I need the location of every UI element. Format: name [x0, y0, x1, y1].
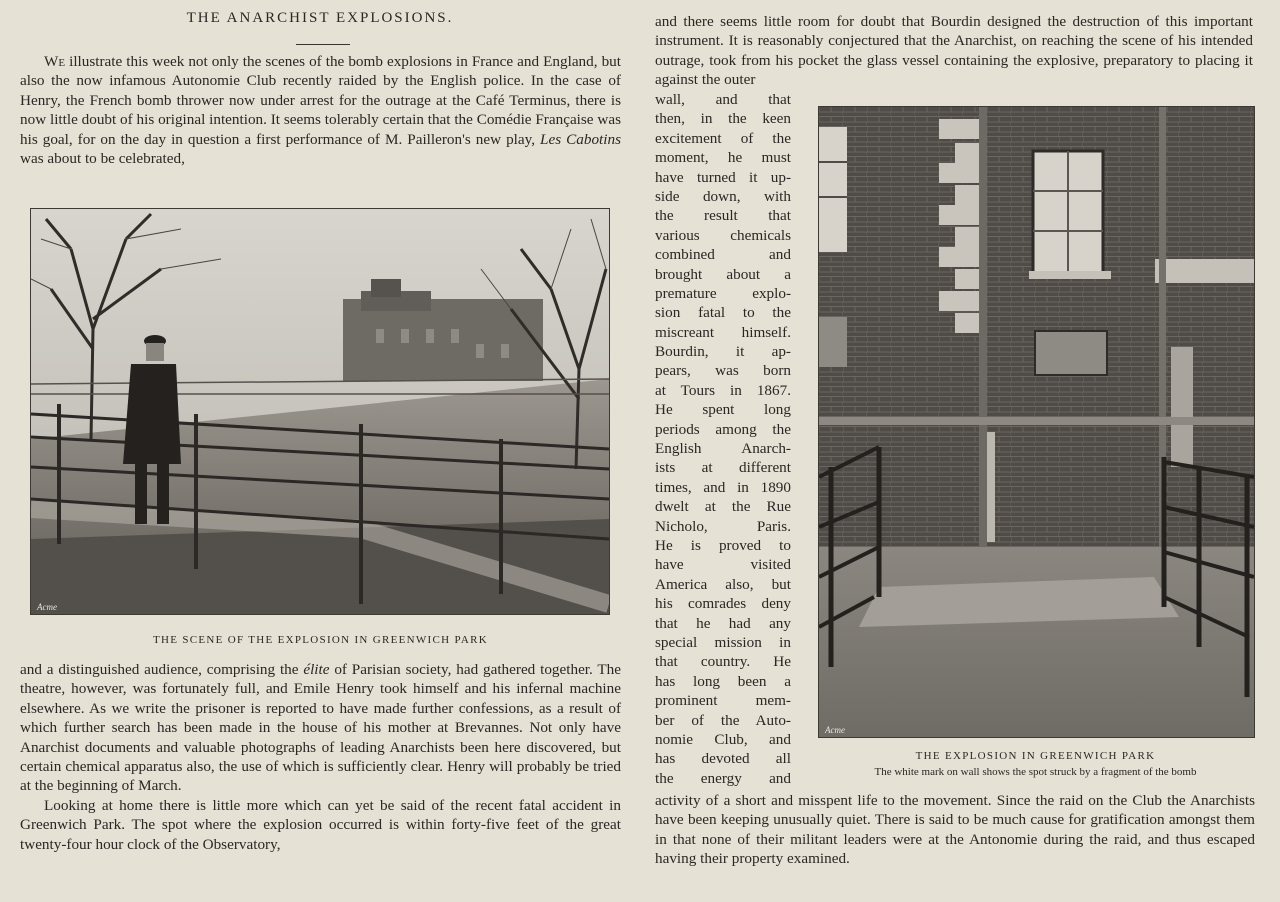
photo-explosion-wall — [818, 106, 1255, 738]
left-photo-caption: THE SCENE OF THE EXPLOSION IN GREENWICH PARK — [153, 634, 488, 646]
narrow-line: dwelt at the Rue — [655, 498, 791, 516]
park-scene-drawing — [31, 209, 609, 614]
narrow-line: side down, with — [655, 187, 791, 205]
drop-word: We — [44, 53, 66, 70]
paragraph-2-text: of Parisian society, had gathered together. The theatre, however, was fortunately full, and Emile Henry took himself and his infernal machine elsewhere. As we write the prisoner is reported to have made further confessions, as a result of which further search has been made in the house of his mother at Brevannes. Not only have Anarchist documents and valuable photographs of leading Anarchists been here discovered, but certain chemical apparatus also, the use of which is sufficiently clear. Henry will probably be tried at the beginning of March. — [20, 661, 621, 795]
narrow-line: at Tours in 1867. — [655, 381, 791, 399]
paragraph-1 — [20, 52, 621, 168]
narrow-line: miscreant himself. — [655, 323, 791, 341]
article-title: THE ANARCHIST EXPLOSIONS. — [186, 10, 454, 26]
narrow-line: Nicholo, Paris. — [655, 517, 791, 535]
narrow-line: America also, but — [655, 575, 791, 593]
right-photo-caption: THE EXPLOSION IN GREENWICH PARK — [915, 750, 1156, 762]
narrow-line: has devoted all — [655, 750, 791, 768]
narrow-line: special mission in — [655, 633, 791, 651]
narrow-line: prominent mem- — [655, 692, 791, 710]
narrow-line: nomie Club, and — [655, 730, 791, 748]
paragraph-2 — [20, 660, 621, 796]
narrow-line: the energy and — [655, 769, 791, 787]
right-column-bottom — [655, 791, 1255, 869]
narrow-line: brought about a — [655, 265, 791, 283]
narrow-line: combined and — [655, 246, 791, 264]
narrow-line: the result that — [655, 207, 791, 225]
narrow-line: He is proved to — [655, 536, 791, 554]
photo-greenwich-park-scene — [30, 208, 610, 615]
narrow-line: have visited — [655, 556, 791, 574]
paragraph-3: Looking at home there is little more which can yet be said of the recent fatal accident in Greenwich Park. The spot where the explosion occurred is within forty-five feet of the great twenty-four hour clock of the Observatory, — [20, 796, 621, 853]
narrow-line: then, in the keen — [655, 110, 791, 128]
right-paragraph-end: activity of a short and misspent life to the movement. Since the raid on the Club the Anarchists have been keeping unusually quiet. There is said to be much cause for gratification amongst them in that none of their militant leaders were at the Antonomie during the raid, and thus escaped having their property examined. — [655, 792, 1255, 868]
right-column-top — [655, 12, 1253, 90]
narrow-line: has long been a — [655, 672, 791, 690]
narrow-line: times, and in 1890 — [655, 478, 791, 496]
paragraph-2-start: and a distinguished audience, comprising the — [20, 661, 299, 678]
left-column-top — [20, 52, 621, 168]
narrow-line: English Anarch- — [655, 440, 791, 458]
narrow-line: He spent long — [655, 401, 791, 419]
engraver-signature: Acme — [37, 602, 57, 612]
narrow-column — [655, 90, 791, 788]
play-title: Les Cabotins — [540, 130, 622, 148]
narrow-line: ists at different — [655, 459, 791, 477]
left-column-bottom — [20, 660, 621, 854]
right-paragraph-start: and there seems little room for doubt that Bourdin designed the destruction of this important instrument. It is reasonably conjectured that the Anarchist, on reaching the scene of his intended outrage, took from his pocket the glass vessel containing the explosive, preparatory to placing it against the outer — [655, 13, 1253, 89]
narrow-line: moment, he must — [655, 149, 791, 167]
narrow-line: premature explo- — [655, 284, 791, 302]
wall-scene-drawing — [819, 107, 1254, 737]
narrow-line: excitement of the — [655, 129, 791, 147]
narrow-line: various chemicals — [655, 226, 791, 244]
narrow-line: sion fatal to the — [655, 304, 791, 322]
narrow-line: Bourdin, it ap- — [655, 343, 791, 361]
paragraph-1-text: illustrate this week not only the scenes of the bomb explosions in France and England, but also the now infamous Autonomie Club recently raided by the English police. In the case of Henry, the French bomb thrower now under arrest for the outrage at the Café Terminus, there is now little doubt of his original intention. It seems tolerably certain that the Comédie Française was his goal, for on the day in question a first performance of M. Pailleron's new play, — [20, 53, 621, 148]
narrow-line: ber of the Auto- — [655, 711, 791, 729]
engraver-signature-right: Acme — [825, 725, 845, 735]
paragraph-1-end: was about to be celebrated, — [20, 150, 185, 168]
narrow-line: that country. He — [655, 653, 791, 671]
right-photo-subcaption: The white mark on wall shows the spot struck by a fragment of the bomb — [874, 766, 1197, 778]
narrow-line: have turned it up- — [655, 168, 791, 186]
narrow-line: periods among the — [655, 420, 791, 438]
title-rule — [296, 44, 350, 45]
elite-word: élite — [303, 661, 330, 678]
narrow-line: pears, was born — [655, 362, 791, 380]
narrow-line: wall, and that — [655, 91, 791, 108]
narrow-line: his comrades deny — [655, 595, 791, 613]
narrow-line: that he had any — [655, 614, 791, 632]
